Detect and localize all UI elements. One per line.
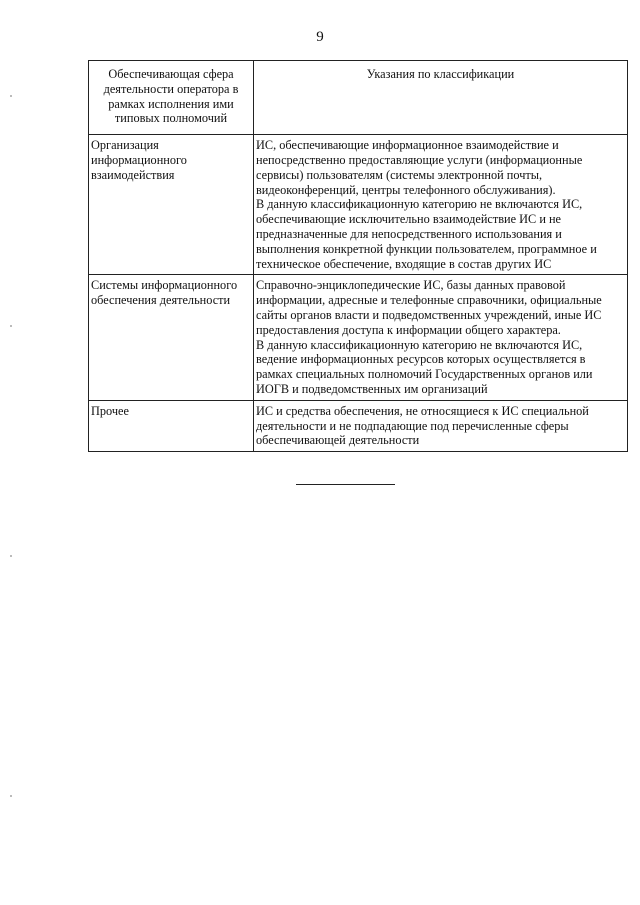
guidance-paragraph: В данную классификационную категорию не включаются ИС, ведение информационных ресурсов которых осуществляется в рамках специальных полномочий Государственных органов или ИОГВ и подведомственных им организаций — [256, 337, 593, 396]
scan-mark — [10, 95, 12, 97]
guidance-cell — [254, 275, 628, 400]
sphere-cell — [89, 275, 254, 400]
sphere-text: Прочее — [91, 403, 129, 418]
table-header-row — [89, 61, 628, 135]
guidance-paragraph: В данную классификационную категорию не включаются ИС, обеспечивающие исключительно взаимодействие ИС и не предназначенные для непосредственного использования и выполнения конкретной функции пользователем, программное и техническое обеспечение, входящие в состав других ИС — [256, 197, 597, 271]
table-row — [89, 135, 628, 275]
sphere-text: Организация информационного взаимодействия — [91, 138, 187, 182]
sphere-text: Системы информационного обеспечения деятельности — [91, 278, 238, 308]
guidance-paragraph: ИС и средства обеспечения, не относящиеся к ИС специальной деятельности и не подпадающие под перечисленные сферы обеспечивающей деятельности — [256, 403, 589, 448]
table-row — [89, 275, 628, 400]
sphere-cell — [89, 400, 254, 451]
scan-mark — [10, 795, 12, 797]
scan-mark — [10, 325, 12, 327]
classification-table — [88, 60, 628, 452]
header-guidance: Указания по классификации — [254, 61, 628, 135]
table-row — [89, 400, 628, 451]
guidance-cell — [254, 400, 628, 451]
header-sphere: Обеспечивающая сфера деятельности оператора в рамках исполнения ими типовых полномочий — [89, 61, 254, 135]
end-separator-line — [296, 484, 395, 485]
guidance-cell — [254, 135, 628, 275]
guidance-paragraph: ИС, обеспечивающие информационное взаимодействие и непосредственно предоставляющие услуги (информационные сервисы) пользователям (системы электронной почты, видеоконференций, центры телефонного обслуживания). — [256, 138, 583, 197]
guidance-paragraph: Справочно-энциклопедические ИС, базы данных правовой информации, адресные и телефонные справочники, официальные сайты органов власти и подведомственных учреждений, иные ИС предоставления доступа к информации общего характера. — [256, 278, 602, 337]
scan-mark — [10, 555, 12, 557]
sphere-cell — [89, 135, 254, 275]
page-number: 9 — [316, 29, 324, 45]
